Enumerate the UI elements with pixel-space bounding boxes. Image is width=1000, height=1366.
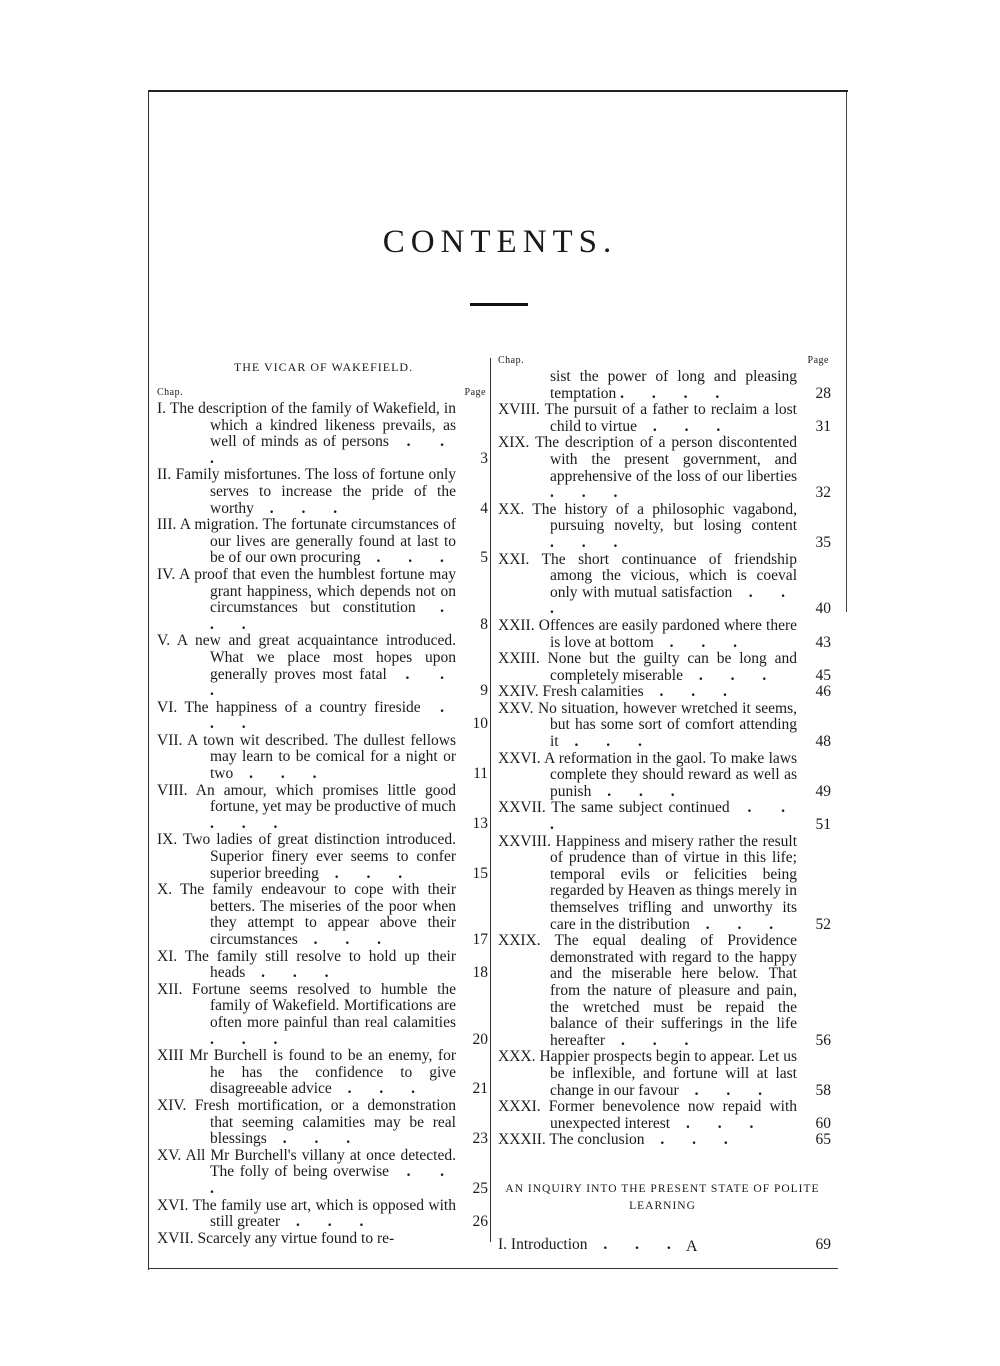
- contents-list-right: [498, 402, 833, 1149]
- dot-leader: . . .: [318, 864, 415, 882]
- dot-leader: . . .: [591, 782, 687, 800]
- entry-page-number: 23: [472, 1130, 488, 1148]
- dot-leader: . . .: [587, 1235, 683, 1253]
- chapter-description: The family still resolve to hold up their heads: [184, 947, 456, 982]
- entry-page-number: 65: [815, 1131, 831, 1149]
- chapter-description: Scarcely any virtue found to re-: [197, 1229, 395, 1247]
- dot-leader: . . .: [233, 765, 329, 783]
- entry-page-number: 51: [815, 816, 831, 834]
- entry-page-number: 9: [480, 682, 488, 700]
- book-title: THE VICAR OF WAKEFIELD.: [233, 360, 414, 374]
- entry-page-number: 48: [815, 733, 831, 751]
- dot-leader: . . .: [245, 964, 341, 982]
- entry-page-number: 69: [815, 1235, 831, 1253]
- chapter-number: XXXII.: [498, 1131, 546, 1149]
- dot-leader: . . .: [266, 1130, 363, 1148]
- chapter-description: The description of a person discontented with the present government, and apprehensive of the loss of our liberties: [535, 434, 797, 485]
- chapter-number: XXI.: [498, 550, 530, 568]
- chapter-number: II.: [157, 466, 172, 484]
- chapter-number: XXIV.: [498, 683, 539, 701]
- toc-entry: [157, 982, 490, 1048]
- chapter-description: The history of a philosophic vagabond, pursuing novelty, but losing content: [532, 500, 797, 535]
- chapter-description: No situation, however wretched it seems, but has some sort of comfort attending it: [537, 699, 797, 751]
- dot-leader: . . .: [210, 665, 456, 700]
- dot-leader: . . .: [605, 1031, 701, 1049]
- entry-body: [157, 1148, 490, 1198]
- section-title: AN INQUIRY INTO THE PRESENT STATE OF POLITE LEARNING: [505, 1182, 820, 1212]
- chapter-description: Fortune seems resolved to humble the family of Wakefield. Mortifications are often more painful than real calamities: [192, 980, 457, 1031]
- dot-leader: . . .: [670, 1114, 766, 1132]
- chapter-description: The pursuit of a father to reclaim a lost child to virtue: [544, 401, 797, 435]
- chapter-description: The family use art, which is opposed with still greater: [192, 1196, 456, 1231]
- entry-body: [498, 933, 833, 1049]
- chapter-description: A proof that even the humblest fortune may grant happiness, which depends not on circumstances but constitution: [179, 565, 456, 617]
- toc-entry: [157, 1231, 490, 1248]
- chapter-description: Introduction: [510, 1235, 588, 1253]
- entry-page-number: 20: [472, 1030, 488, 1048]
- dot-leader: . . .: [558, 733, 654, 751]
- chapter-description: All Mr Burchell's villany at once detected. The folly of being overwise: [185, 1146, 456, 1181]
- column-header: [157, 387, 490, 401]
- toc-entry: [498, 1099, 833, 1132]
- chapter-description: The conclusion: [549, 1131, 645, 1149]
- dot-leader: . . .: [297, 931, 394, 948]
- chapter-description: Happiness and misery rather the result of prudence than of virtue in this life; temporal evils or felicities being regarded by Heaven as things merely in themselves trifling and unworthy its care in the distribution: [550, 832, 798, 933]
- toc-entry: [157, 1098, 490, 1148]
- chapter-number: XXVII.: [498, 799, 546, 817]
- chapter-description: Mr Burchell is found to be an enemy, for he has the confidence to give disagreeable advice: [189, 1047, 456, 1098]
- chap-label: Chap.: [157, 387, 184, 398]
- page-frame-bottom-rule: [148, 1268, 838, 1269]
- entry-body: [498, 552, 833, 618]
- entry-page-number: 46: [815, 683, 831, 701]
- entry-body: [157, 882, 490, 948]
- chapter-number: IV.: [157, 565, 176, 583]
- chap-label: Chap.: [498, 355, 525, 366]
- toc-entry: [157, 633, 490, 699]
- entry-body: [498, 502, 833, 552]
- entry-body: [157, 567, 490, 633]
- entry-body: [498, 651, 833, 684]
- entry-page-number: 18: [472, 964, 488, 982]
- entry-body: [498, 1132, 833, 1149]
- chapter-description: Fresh mortification, or a demonstration that seeming calamities may be real blessings: [194, 1096, 456, 1148]
- page-label: Page: [807, 355, 829, 366]
- chapter-number: XVI.: [157, 1196, 189, 1214]
- entry-body: [498, 618, 833, 651]
- entry-body: [498, 1237, 833, 1254]
- entry-page-number: 28: [815, 384, 831, 402]
- dot-leader: . . .: [360, 549, 456, 567]
- dot-leader: . . .: [636, 417, 733, 435]
- dot-leader: . . .: [210, 1030, 290, 1048]
- entry-page-number: 21: [472, 1080, 488, 1098]
- entry-body: [498, 1099, 833, 1132]
- chapter-number: XIX.: [498, 434, 530, 452]
- chapter-number: I.: [157, 400, 167, 417]
- dot-leader: . . .: [678, 1081, 774, 1099]
- toc-entry: [498, 1132, 833, 1149]
- chapter-description: Former benevolence now repaid with unexpected interest: [548, 1098, 797, 1132]
- dot-leader: . . .: [550, 799, 797, 834]
- toc-entry: [157, 733, 490, 783]
- page-frame-left-rule: [148, 90, 149, 1270]
- entry-body: [157, 1098, 490, 1148]
- dot-leader: . . .: [331, 1080, 428, 1098]
- entry-page-number: 45: [815, 666, 831, 684]
- toc-entry: [157, 1148, 490, 1198]
- toc-entry: [157, 401, 490, 467]
- dot-leader: . . .: [280, 1213, 376, 1231]
- toc-entry: [498, 552, 833, 618]
- entry-page-number: 31: [815, 417, 831, 435]
- entry-body: [157, 700, 490, 733]
- entry-page-number: 60: [815, 1114, 831, 1132]
- entry-text: sist the power of long and pleasing temptation: [550, 368, 797, 402]
- entry-page-number: 43: [815, 633, 831, 651]
- toc-entry: [157, 517, 490, 567]
- dot-leader: . . .: [210, 599, 457, 633]
- entry-body: [498, 435, 833, 501]
- entry-page-number: 17: [472, 931, 488, 948]
- toc-entry: [498, 435, 833, 501]
- chapter-description: Happier prospects begin to appear. Let us be inflexible, and fortune will at last change in our favour: [539, 1048, 798, 1099]
- contents-list-inquiry: [498, 1237, 833, 1254]
- toc-entry: [157, 467, 490, 517]
- chapter-number: X.: [157, 881, 173, 899]
- chapter-number: XVII.: [157, 1229, 194, 1247]
- toc-entry: [157, 1198, 490, 1231]
- chapter-number: XXVIII.: [498, 832, 551, 850]
- chapter-description: The equal dealing of Providence demonstrated with regard to the happy and the miserable here below. That from the nature of pleasure and pain, the wretched must be repaid the balance of their sufferings in the life hereafter: [550, 932, 797, 1049]
- chapter-description: A new and great acquaintance introduced. What we place most hopes upon generally proves most fatal: [176, 632, 456, 683]
- entry-body: [498, 701, 833, 751]
- toc-entry: [498, 402, 833, 435]
- entry-page-number: 5: [480, 549, 488, 567]
- chapter-description: The short continuance of friendship among the vicious, which is coeval only with mutual satisfaction: [541, 550, 797, 601]
- entry-body: [498, 834, 833, 934]
- chapter-description: The happiness of a country fireside: [184, 698, 421, 716]
- toc-entry: [157, 567, 490, 633]
- signature-mark: A: [686, 1238, 698, 1255]
- continued-entry: [498, 369, 833, 402]
- dot-leader: . . .: [689, 915, 786, 933]
- entry-body: [498, 684, 833, 701]
- toc-entry: [157, 882, 490, 948]
- entry-body: [157, 401, 490, 467]
- entry-page-number: 58: [815, 1081, 831, 1099]
- toc-entry: [498, 684, 833, 701]
- dot-leader: . . .: [210, 814, 290, 832]
- entry-body: [498, 402, 833, 435]
- page-frame-right-rule: [846, 92, 847, 612]
- title-rule: [470, 303, 528, 306]
- chapter-description: A reformation in the gaol. To make laws complete they should reward as well as punish: [544, 749, 797, 800]
- entry-body: [157, 982, 490, 1048]
- entry-page-number: 25: [472, 1179, 488, 1197]
- chapter-number: XV.: [157, 1146, 182, 1164]
- toc-entry: [498, 651, 833, 684]
- dot-leader: . . .: [683, 666, 779, 684]
- toc-entry: [157, 949, 490, 982]
- entry-body: [498, 751, 833, 801]
- entry-page-number: 13: [472, 814, 488, 832]
- dot-leader: . . .: [210, 433, 457, 467]
- chapter-number: XVIII.: [498, 401, 540, 419]
- dot-leader: . . .: [644, 1131, 740, 1149]
- column-header-right: [498, 355, 833, 369]
- chapter-description: Two ladies of great distinction introduced. Superior finery ever seems to confer superior breeding: [182, 831, 456, 882]
- right-column: [498, 355, 833, 1254]
- chapter-description: The same subject continued: [551, 799, 730, 817]
- dot-leader: . . .: [550, 583, 797, 618]
- chapter-number: XXII.: [498, 616, 535, 634]
- toc-entry: [157, 1048, 490, 1098]
- entry-page-number: 52: [815, 915, 831, 933]
- entry-page-number: 26: [472, 1213, 488, 1231]
- chapter-number: XX.: [498, 500, 525, 518]
- entry-page-number: 10: [472, 715, 488, 733]
- dot-leader: . . .: [643, 683, 739, 701]
- chapter-description: A migration. The fortunate circumstances of our lives are generally found at last to be of our own procuring: [179, 516, 456, 567]
- toc-entry: [498, 751, 833, 801]
- chapter-number: IX.: [157, 831, 178, 849]
- chapter-description: The description of the family of Wakefield, in which a kindred likeness prevails, as well of minds as of persons: [169, 400, 456, 451]
- entry-body: [157, 467, 490, 517]
- toc-entry: [157, 700, 490, 733]
- chapter-number: XXVI.: [498, 749, 541, 767]
- chapter-description: The family endeavour to cope with their betters. The miseries of the poor when they attempt to appear above their circumstances: [180, 881, 456, 948]
- entry-page-number: 32: [815, 484, 831, 502]
- dot-leader: . . .: [210, 1163, 456, 1197]
- toc-entry: [498, 502, 833, 552]
- chapter-description: An amour, which promises little good fortune, yet may be productive of much: [195, 781, 456, 816]
- entry-page-number: 40: [815, 600, 831, 618]
- chapter-number: XIV.: [157, 1096, 187, 1114]
- chapter-number: VI.: [157, 698, 178, 716]
- toc-entry: [498, 834, 833, 934]
- chapter-number: XXXI.: [498, 1098, 541, 1116]
- toc-entry: [157, 783, 490, 833]
- entry-body: [498, 1049, 833, 1099]
- page-frame-top-rule: [148, 90, 848, 92]
- column-divider: [490, 358, 491, 1242]
- toc-entry: [498, 618, 833, 651]
- chapter-number: XII.: [157, 980, 183, 998]
- chapter-description: A town wit described. The dullest fellows may learn to be comical for a night or two: [187, 731, 457, 783]
- chapter-number: XIII: [157, 1047, 184, 1065]
- dot-leader: . . .: [550, 533, 630, 551]
- chapter-number: XXIX.: [498, 932, 541, 950]
- chapter-description: Family misfortunes. The loss of fortune only serves to increase the pride of the worthy: [175, 466, 457, 517]
- entry-body: [498, 800, 833, 833]
- toc-entry: [498, 1049, 833, 1099]
- chapter-number: XI.: [157, 947, 178, 965]
- toc-entry: [498, 933, 833, 1049]
- entry-body: [157, 949, 490, 982]
- chapter-number: I.: [498, 1235, 508, 1253]
- toc-entry: [157, 832, 490, 882]
- entry-page-number: 15: [472, 864, 488, 882]
- toc-entry: [498, 800, 833, 833]
- entry-body: [157, 1231, 490, 1248]
- entry-page-number: 4: [480, 499, 488, 517]
- dot-leader: . . . .: [620, 384, 732, 402]
- chapter-number: VII.: [157, 731, 183, 749]
- chapter-description: None but the guilty can be long and completely miserable: [547, 650, 798, 684]
- entry-body: [157, 832, 490, 882]
- toc-entry: [498, 701, 833, 751]
- chapter-description: Offences are easily pardoned where there is love at bottom: [538, 616, 798, 651]
- chapter-number: XXX.: [498, 1048, 536, 1066]
- dot-leader: . . .: [210, 698, 457, 733]
- page-title: CONTENTS.: [382, 224, 618, 260]
- entry-body: [157, 733, 490, 783]
- entry-body: [157, 1048, 490, 1098]
- chapter-number: VIII.: [157, 781, 188, 799]
- left-column: [157, 360, 490, 1247]
- page-label: Page: [464, 387, 486, 398]
- dot-leader: . . .: [253, 499, 350, 517]
- chapter-number: III.: [157, 516, 177, 534]
- chapter-description: Fresh calamities: [542, 683, 644, 701]
- entry-body: [157, 1198, 490, 1231]
- toc-entry: [498, 1237, 833, 1254]
- entry-page-number: 49: [815, 782, 831, 800]
- chapter-number: XXIII.: [498, 650, 540, 668]
- dot-leader: . . .: [550, 484, 630, 502]
- entry-body: [157, 783, 490, 833]
- entry-page-number: 56: [815, 1031, 831, 1049]
- entry-page-number: 35: [815, 533, 831, 551]
- entry-body: [157, 633, 490, 699]
- entry-page-number: 3: [480, 449, 488, 467]
- contents-list-left: [157, 401, 490, 1247]
- chapter-number: V.: [157, 632, 171, 650]
- dot-leader: . . .: [653, 633, 750, 651]
- chapter-number: XXV.: [498, 699, 534, 717]
- entry-page-number: 8: [480, 615, 488, 633]
- entry-page-number: 11: [473, 765, 488, 783]
- entry-body: [157, 517, 490, 567]
